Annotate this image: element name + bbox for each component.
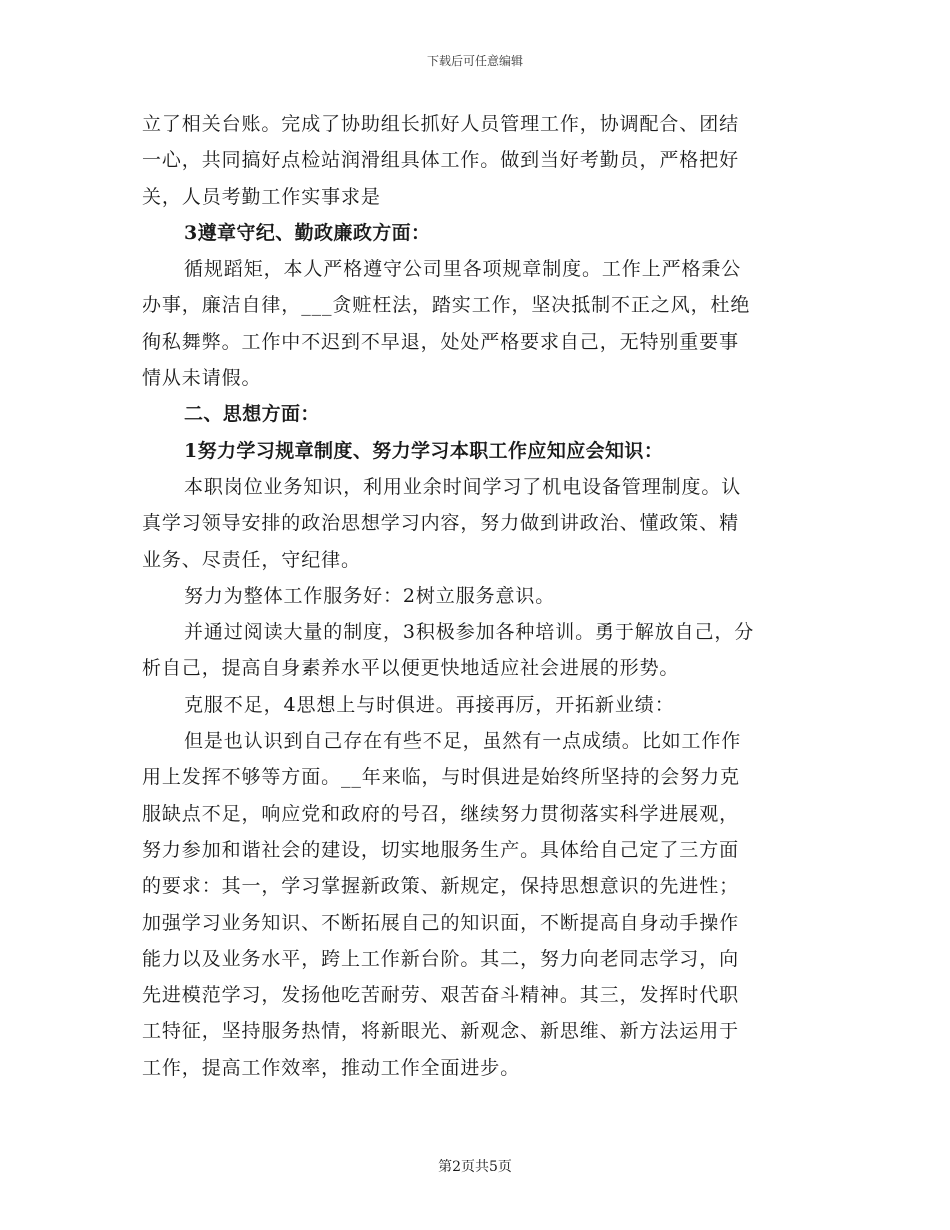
paragraph-line: 克服不足，4思想上与时俱进。再接再厉，开拓新业绩： xyxy=(184,693,675,716)
page-number: 第2页共5页 xyxy=(438,1159,512,1175)
paragraph-line: 循规蹈矩，本人严格遵守公司里各项规章制度。工作上严格秉公 xyxy=(184,258,742,281)
paragraph-line: 服缺点不足，响应党和政府的号召，继续努力贯彻落实科学进展观， xyxy=(142,802,740,825)
paragraph-line: 工作，提高工作效率，推动工作全面进步。 xyxy=(142,1056,521,1079)
paragraph-line: 能力以及业务水平，跨上工作新台阶。其二，努力向老同志学习，向 xyxy=(142,947,740,970)
paragraph-line: 用上发挥不够等方面。__年来临，与时俱进是始终所坚持的会努力克 xyxy=(142,766,740,789)
section-heading-line: 3遵章守纪、勤政廉政方面： xyxy=(184,221,431,244)
paragraph-line: 努力参加和谐社会的建设，切实地服务生产。具体给自己定了三方面 xyxy=(142,838,740,861)
section-heading-line: 1努力学习规章制度、努力学习本职工作应知应会知识： xyxy=(184,439,664,462)
paragraph-line: 但是也认识到自己存在有些不足，虽然有一点成绩。比如工作作 xyxy=(184,730,742,753)
section-heading-line: 二、思想方面： xyxy=(184,403,320,426)
paragraph-line: 工特征，坚持服务热情，将新眼光、新观念、新思维、新方法运用于 xyxy=(142,1020,740,1043)
paragraph-line: 一心，共同搞好点检站润滑组具体工作。做到当好考勤员，严格把好 xyxy=(142,149,740,172)
document-body xyxy=(142,106,810,1086)
paragraph-line: 立了相关台账。完成了协助组长抓好人员管理工作，协调配合、团结 xyxy=(142,113,740,135)
paragraph-line: 的要求：其一，学习掌握新政策、新规定，保持思想意识的先进性； xyxy=(142,875,740,898)
paragraph-line: 情从未请假。 xyxy=(142,367,262,390)
paragraph-line: 并通过阅读大量的制度，3积极参加各种培训。勇于解放自己，分 xyxy=(184,621,755,644)
paragraph-line: 关，人员考勤工作实事求是 xyxy=(142,185,381,208)
paragraph-line: 析自己，提高自身素养水平以便更快地适应社会进展的形势。 xyxy=(142,657,680,680)
page-header: 下载后可任意编辑 xyxy=(426,54,523,68)
paragraph-line: 本职岗位业务知识，利用业余时间学习了机电设备管理制度。认 xyxy=(184,475,742,498)
paragraph-line: 努力为整体工作服务好：2树立服务意识。 xyxy=(184,584,556,607)
paragraph-line: 业务、尽责任，守纪律。 xyxy=(142,548,361,571)
paragraph-line: 办事，廉洁自律，___贪赃枉法，踏实工作，坚决抵制不正之风，杜绝 xyxy=(142,294,751,317)
paragraph-line: 先进模范学习，发扬他吃苦耐劳、艰苦奋斗精神。其三，发挥时代职 xyxy=(142,984,740,1007)
paragraph-line: 加强学习业务知识、不断拓展自己的知识面，不断提高自身动手操作 xyxy=(142,911,740,934)
paragraph-line: 徇私舞弊。工作中不迟到不早退，处处严格要求自己，无特别重要事 xyxy=(142,330,740,353)
paragraph-line: 真学习领导安排的政治思想学习内容，努力做到讲政治、懂政策、精 xyxy=(142,512,740,535)
